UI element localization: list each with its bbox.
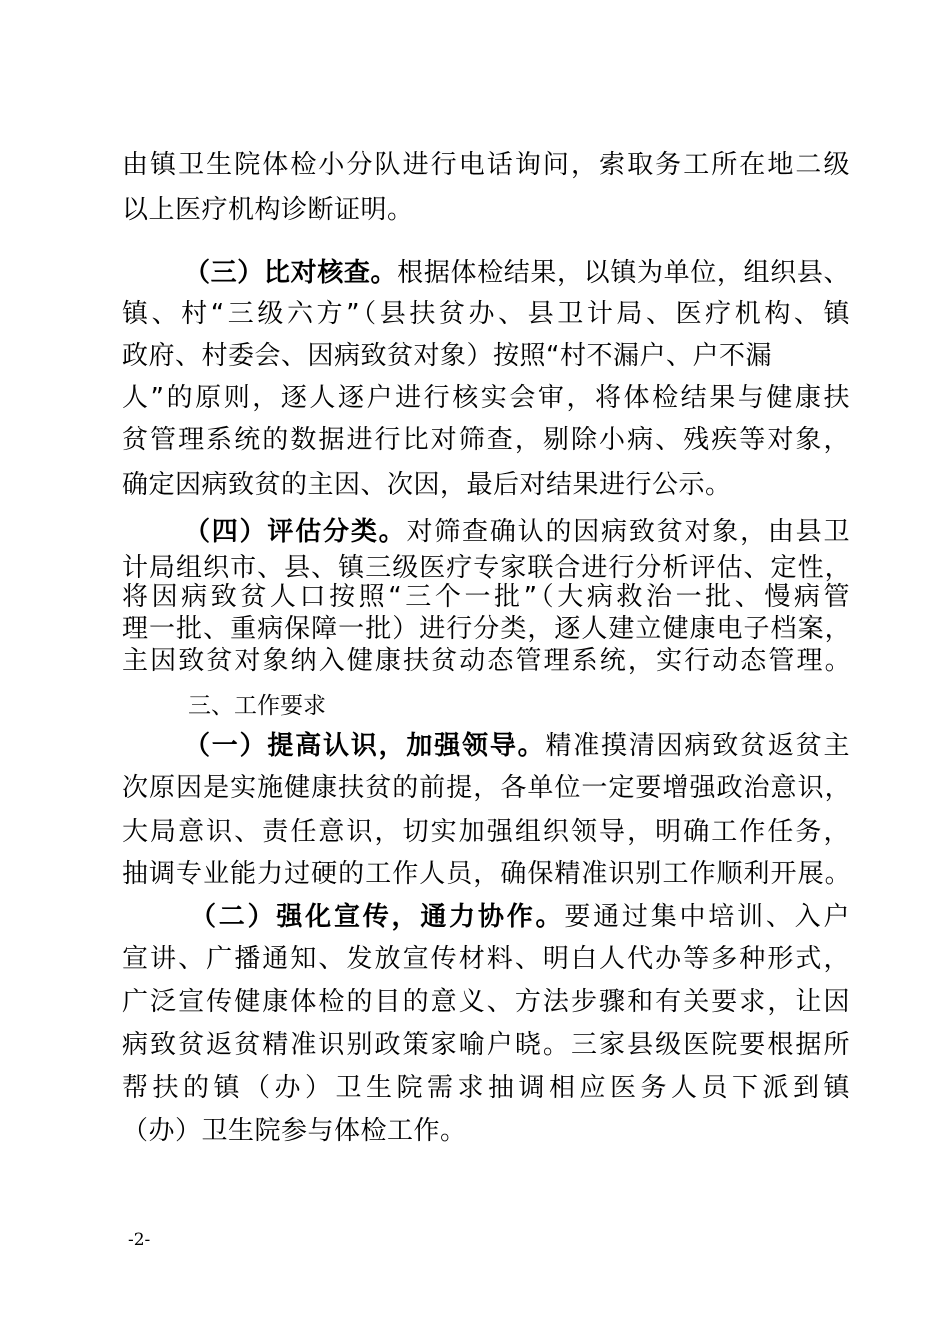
paragraph-heading: （三）比对核查。 [184,258,398,288]
paragraph-text: 要通过集中培训、入户 [564,902,850,932]
section-heading: 三、工作要求 [188,693,326,719]
paragraph-text: 根据体检结果，以镇为单位，组织县、 [397,258,850,288]
paragraph-line: 贫管理系统的数据进行比对筛查，剔除小病、残疾等对象， [122,425,850,455]
paragraph-line: 计局组织市、县、镇三级医疗专家联合进行分析评估、定性， [122,553,850,583]
paragraph-first-line [184,256,850,290]
paragraph-line: 政府、村委会、因病致贫对象）按照“村不漏户、户不漏 [122,341,772,371]
paragraph-first-line [190,900,850,934]
paragraph-line: 以上医疗机构诊断证明。 [122,195,414,225]
paragraph-line: 广泛宣传健康体检的目的意义、方法步骤和有关要求，让因 [122,987,850,1017]
paragraph-line: 由镇卫生院体检小分队进行电话询问，索取务工所在地二级 [122,150,850,180]
paragraph-line: 主因致贫对象纳入健康扶贫动态管理系统，实行动态管理。 [122,646,850,676]
paragraph-line: 理一批、重病保障一批）进行分类，逐人建立健康电子档案， [122,614,850,644]
page-number: -2- [128,1230,151,1250]
paragraph-heading: （一）提高认识，加强领导。 [184,731,546,761]
paragraph-line: 抽调专业能力过硬的工作人员，确保精准识别工作顺利开展。 [122,859,850,889]
paragraph-heading: （四）评估分类。 [184,517,407,547]
paragraph-line: 将因病致贫人口按照“三个一批”（大病救治一批、慢病管 [122,582,850,612]
paragraph-line: 帮扶的镇（办）卫生院需求抽调相应医务人员下派到镇 [122,1073,850,1103]
paragraph-line: 次原因是实施健康扶贫的前提，各单位一定要增强政治意识， [122,773,850,803]
paragraph-line: 大局意识、责任意识，切实加强组织领导，明确工作任务， [122,817,850,847]
paragraph-line: 病致贫返贫精准识别政策家喻户晓。三家县级医院要根据所 [122,1030,850,1060]
paragraph-line: 宣讲、广播通知、发放宣传材料、明白人代办等多种形式， [122,944,850,974]
paragraph-text: 精准摸清因病致贫返贫主 [545,731,850,761]
paragraph-first-line [184,515,850,549]
paragraph-line: 人”的原则，逐人逐户进行核实会审，将体检结果与健康扶 [122,383,850,413]
paragraph-heading: （二）强化宣传，通力协作。 [190,902,565,932]
paragraph-line: 镇、村“三级六方”（县扶贫办、县卫计局、医疗机构、镇 [122,299,850,329]
paragraph-first-line [184,729,850,763]
paragraph-line: 确定因病致贫的主因、次因，最后对结果进行公示。 [122,470,732,500]
paragraph-text: 对筛查确认的因病致贫对象，由县卫 [406,517,850,547]
paragraph-line: （办）卫生院参与体检工作。 [122,1116,467,1146]
